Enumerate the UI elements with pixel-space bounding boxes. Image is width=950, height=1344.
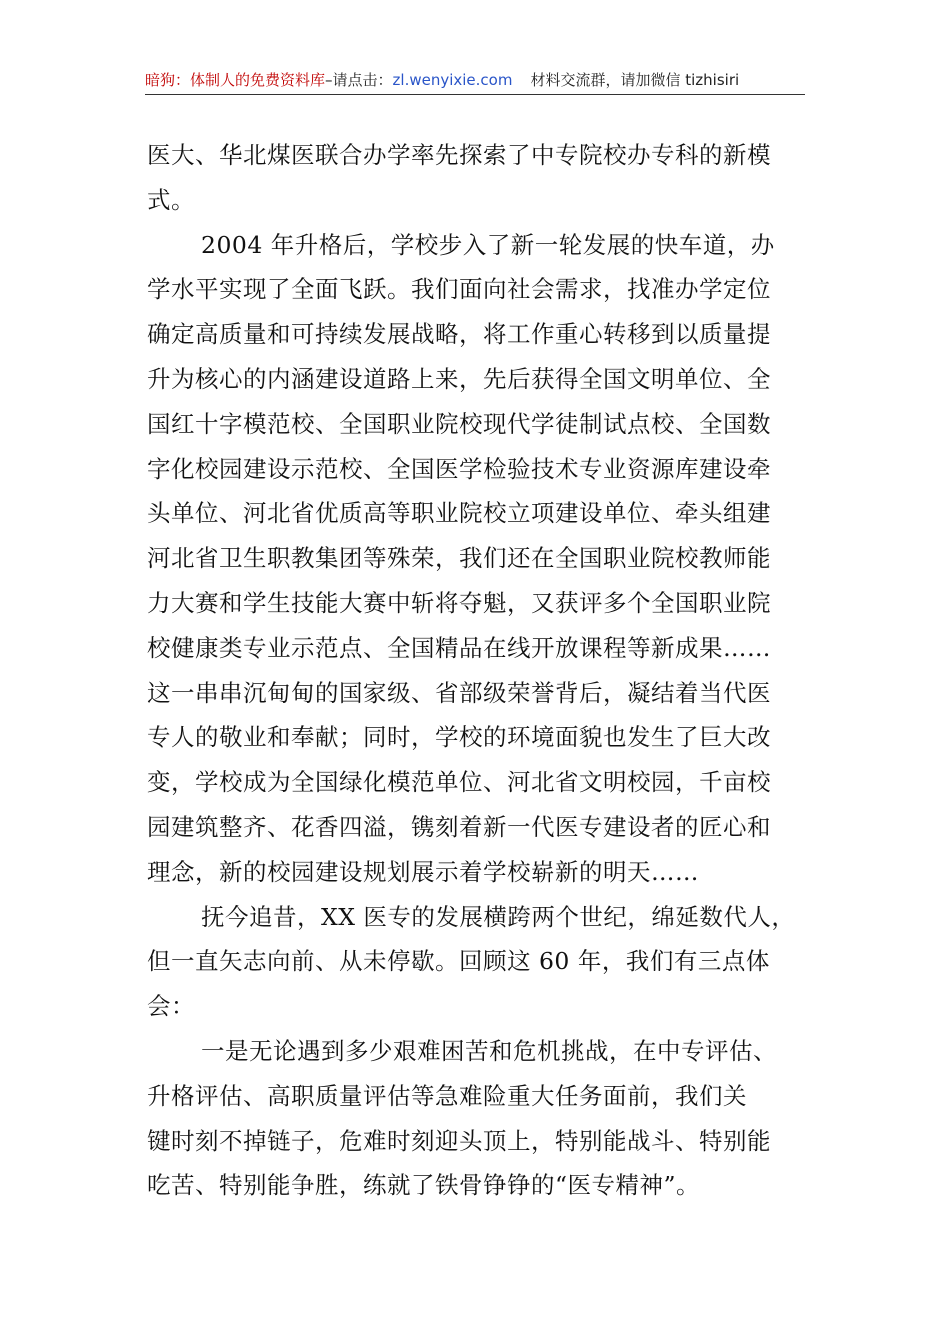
text-line: 国红十字模范校、全国职业院校现代学徒制试点校、全国数 xyxy=(147,409,771,438)
text-line: 这一串串沉甸甸的国家级、省部级荣誉背后，凝结着当代医 xyxy=(147,678,771,707)
text-line: 河北省卫生职教集团等殊荣，我们还在全国职业院校教师能 xyxy=(147,544,771,573)
text-line: 式。 xyxy=(147,185,195,214)
paragraph-2 xyxy=(147,223,812,895)
text-line: 但一直矢志向前、从未停歇。回顾这 60 年，我们有三点体 xyxy=(147,947,770,976)
text-line: 医大、华北煤医联合办学率先探索了中专院校办专科的新模 xyxy=(147,141,771,169)
document-body xyxy=(147,133,812,1208)
header-prompt: –请点击： xyxy=(325,71,393,89)
paragraph-1 xyxy=(147,133,812,223)
text-line: 升格评估、高职质量评估等急难险重大任务面前，我们关 xyxy=(147,1081,747,1110)
text-line: 学水平实现了全面飞跃。我们面向社会需求，找准办学定位 xyxy=(147,275,771,304)
text-line: 吃苦、特别能争胜，练就了铁骨铮铮的“医专精神”。 xyxy=(147,1171,701,1200)
text-line: 升为核心的内涵建设道路上来，先后获得全国文明单位、全 xyxy=(147,364,771,393)
paragraph-4 xyxy=(147,1029,812,1208)
text-line: 键时刻不掉链子，危难时刻迎头顶上，特别能战斗、特别能 xyxy=(147,1126,771,1155)
text-line: 力大赛和学生技能大赛中斩将夺魁，又获评多个全国职业院 xyxy=(147,588,771,617)
text-line: 2004 年升格后，学校步入了新一轮发展的快车道，办 xyxy=(201,230,775,259)
header-contact: 材料交流群，请加微信 tizhisiri xyxy=(530,71,740,89)
text-line: 变，学校成为全国绿化模范单位、河北省文明校园，千亩校 xyxy=(147,768,771,797)
page-header xyxy=(145,68,805,92)
header-divider xyxy=(145,94,805,95)
text-line: 头单位、河北省优质高等职业院校立项建设单位、牵头组建 xyxy=(147,499,771,528)
text-line: 确定高质量和可持续发展战略，将工作重心转移到以质量提 xyxy=(147,320,771,349)
header-site-name: 暗狗：体制人的免费资料库 xyxy=(145,71,326,89)
text-line: 校健康类专业示范点、全国精品在线开放课程等新成果…… xyxy=(147,633,771,662)
text-line: 抚今追昔，XX 医专的发展横跨两个世纪，绵延数代人， xyxy=(201,902,796,931)
text-line: 字化校园建设示范校、全国医学检验技术专业资源库建设牵 xyxy=(147,454,771,483)
text-line: 专人的敬业和奉献；同时，学校的环境面貌也发生了巨大改 xyxy=(147,723,771,752)
header-url-link[interactable]: zl.wenyixie.com xyxy=(392,71,513,89)
text-line: 一是无论遇到多少艰难困苦和危机挑战，在中专评估、 xyxy=(201,1036,777,1065)
paragraph-3 xyxy=(147,895,812,1029)
text-line: 理念，新的校园建设规划展示着学校崭新的明天…… xyxy=(147,857,699,886)
text-line: 园建筑整齐、花香四溢，镌刻着新一代医专建设者的匠心和 xyxy=(147,812,771,841)
text-line: 会： xyxy=(147,992,195,1021)
